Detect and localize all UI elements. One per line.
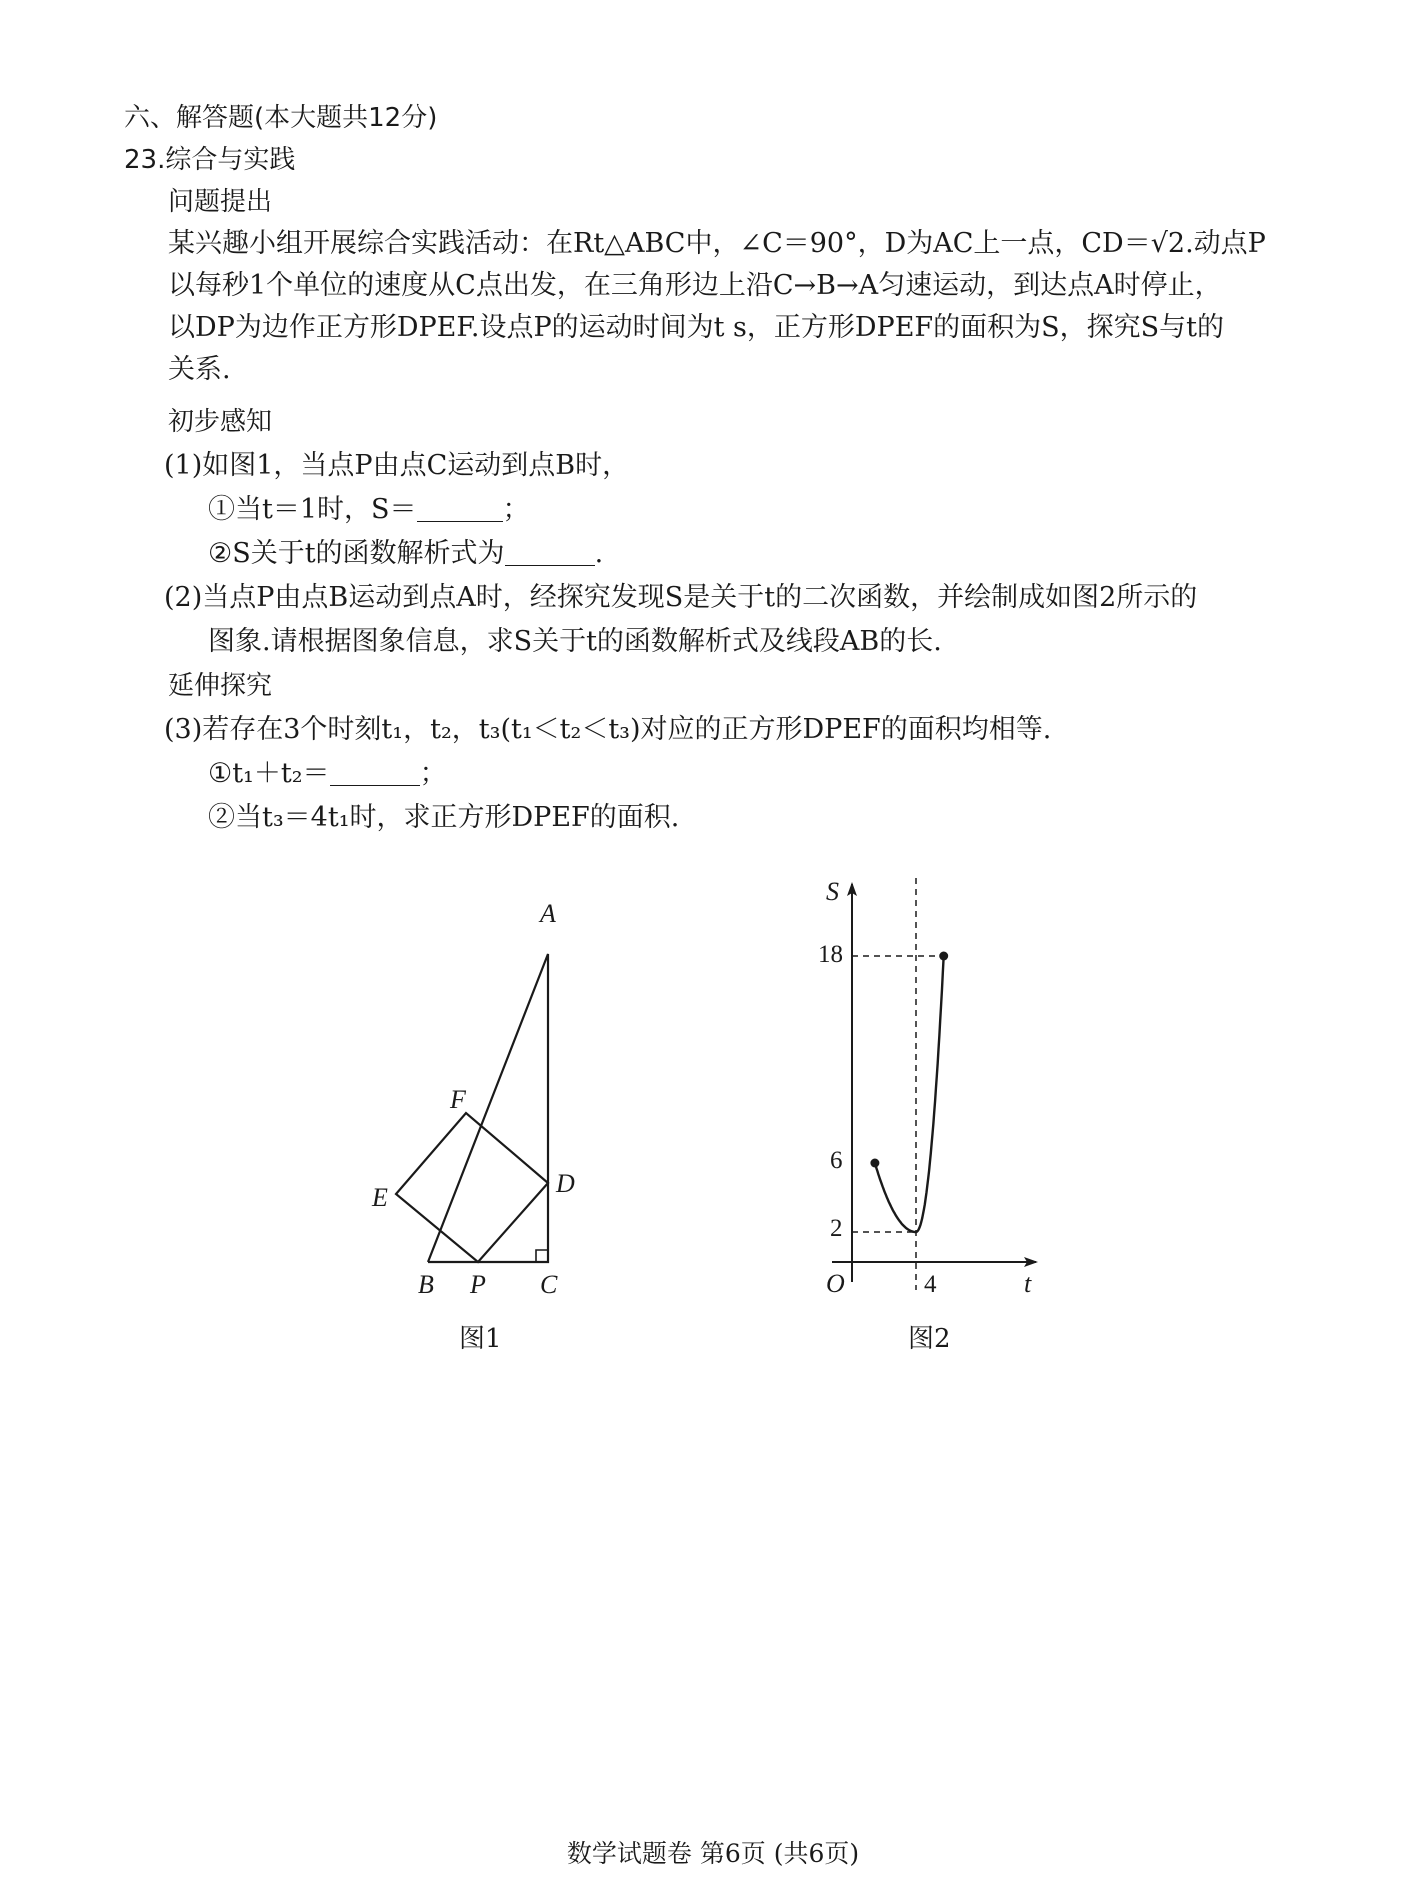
origin-label: O — [826, 1269, 845, 1298]
label-f: F — [450, 1085, 466, 1114]
stem-line-3: 以DP为边作正方形DPEF.设点P的运动时间为t s，正方形DPEF的面积为S，探究S与t的 — [168, 312, 1225, 343]
label-d: D — [556, 1169, 575, 1198]
x-tick-4: 4 — [924, 1271, 937, 1298]
triangle-abc — [428, 954, 548, 1262]
part1-intro: (1)如图1，当点P由点C运动到点B时， — [164, 450, 630, 481]
heading-initial: 初步感知 — [168, 407, 273, 437]
square-dpef — [396, 1113, 548, 1262]
question-number: 23. — [124, 145, 166, 175]
x-axis-label: t — [1024, 1269, 1032, 1298]
parabola-curve — [875, 956, 944, 1232]
y-tick-2: 2 — [830, 1215, 843, 1242]
y-tick-18: 18 — [818, 941, 843, 968]
label-b: B — [418, 1270, 434, 1299]
figure-1-diagram — [360, 890, 600, 1310]
part1-q2-text: ②S关于t的函数解析式为 — [208, 538, 505, 569]
right-angle-mark — [536, 1250, 548, 1262]
part1-q1: ①当t＝1时，S＝ ； — [208, 494, 530, 525]
question-header — [124, 140, 295, 180]
answer-blank-1[interactable] — [417, 495, 503, 522]
figure-2-chart — [800, 870, 1060, 1300]
label-p: P — [470, 1270, 486, 1299]
y-tick-6: 6 — [830, 1147, 843, 1174]
label-e: E — [372, 1183, 388, 1212]
heading-extend: 延伸探究 — [168, 671, 273, 701]
y-axis-label: S — [826, 877, 839, 906]
part1-q1-text: ①当t＝1时，S＝ — [208, 494, 417, 525]
question-title: 综合与实践 — [165, 145, 296, 175]
figure-2-caption: 图2 — [908, 1324, 951, 1354]
point-start — [870, 1159, 879, 1168]
endpoints — [870, 952, 948, 1168]
part3-q1: ①t₁＋t₂＝ ； — [208, 758, 447, 789]
part3-intro: (3)若存在3个时刻t₁，t₂，t₃(t₁＜t₂＜t₃)对应的正方形DPEF的面积均相等. — [164, 714, 1052, 745]
point-end — [939, 952, 948, 961]
heading-problem: 问题提出 — [168, 187, 273, 217]
part3-q2: ②当t₃＝4t₁时，求正方形DPEF的面积. — [208, 802, 680, 833]
stem-line-2: 以每秒1个单位的速度从C点出发，在三角形边上沿C→B→A匀速运动，到达点A时停止， — [168, 270, 1222, 301]
answer-blank-3[interactable] — [330, 759, 420, 786]
label-c: C — [540, 1270, 558, 1299]
guide-lines — [852, 878, 944, 1290]
section-title: 六、解答题(本大题共12分) — [124, 103, 438, 133]
part3-q1-text: ①t₁＋t₂＝ — [208, 758, 330, 789]
label-a: A — [540, 899, 556, 928]
page-footer: 数学试题卷 第6页 (共6页) — [566, 1839, 860, 1868]
answer-blank-2[interactable] — [505, 539, 595, 566]
figure-1-caption: 图1 — [459, 1324, 502, 1354]
part1-q2: ②S关于t的函数解析式为 . — [208, 538, 604, 569]
stem-line-1: 某兴趣小组开展综合实践活动：在Rt△ABC中，∠C＝90°，D为AC上一点，CD＝√2.动点P — [168, 228, 1266, 259]
part2-line-2: 图象.请根据图象信息，求S关于t的函数解析式及线段AB的长. — [208, 626, 942, 657]
part2-line-1: (2)当点P由点B运动到点A时，经探究发现S是关于t的二次函数，并绘制成如图2所示的 — [164, 582, 1198, 613]
stem-line-4: 关系. — [168, 354, 231, 385]
